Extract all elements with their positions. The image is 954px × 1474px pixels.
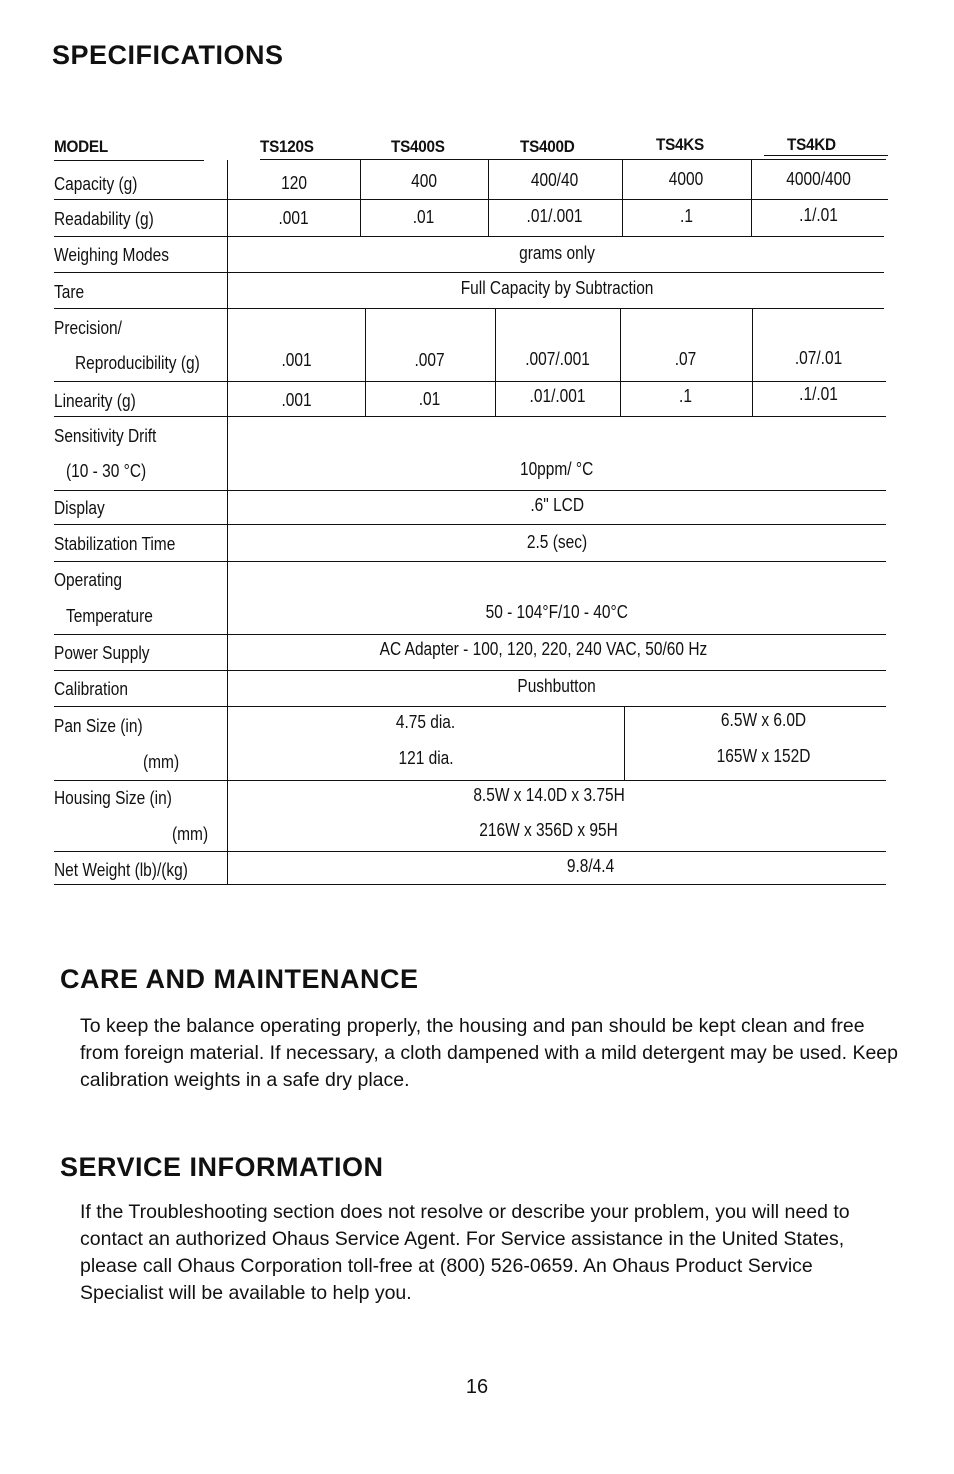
row-divider	[54, 670, 886, 671]
display-value: .6" LCD	[530, 495, 584, 515]
precision-ts400d: .007/.001	[525, 349, 590, 369]
net-weight-value: 9.8/4.4	[567, 856, 615, 876]
sensitivity-drift-value: 10ppm/ °C	[520, 459, 594, 479]
pan-size-small-in: 4.75 dia.	[396, 712, 456, 732]
label-power-supply: Power Supply	[54, 643, 150, 663]
row-divider	[54, 561, 886, 562]
stabilization-time-value: 2.5 (sec)	[526, 532, 588, 552]
column-divider	[624, 706, 625, 780]
readability-ts4ks: .1	[680, 206, 693, 226]
row-divider	[54, 884, 886, 885]
precision-ts400s: .007	[414, 350, 446, 370]
label-tare: Tare	[54, 282, 85, 302]
pan-size-small-mm: 121 dia.	[398, 748, 454, 768]
label-capacity: Capacity (g)	[54, 174, 138, 194]
row-divider	[54, 851, 886, 852]
header-underline	[54, 160, 204, 161]
header-ts4ks: TS4KS	[656, 135, 704, 154]
care-maintenance-text: To keep the balance operating properly, the housing and pan should be kept clean and free from foreign material. If necessary, a cloth dampened with a mild detergent may be used. Keep calibration weights in a safe dry place.	[80, 1015, 898, 1091]
label-precision: Precision/	[54, 318, 122, 338]
specifications-table	[54, 0, 888, 900]
service-information-heading: SERVICE INFORMATION	[60, 1152, 384, 1182]
row-divider	[54, 381, 886, 382]
power-supply-value: AC Adapter - 100, 120, 220, 240 VAC, 50/60 Hz	[379, 639, 707, 659]
row-divider	[54, 272, 884, 273]
specifications-heading: SPECIFICATIONS	[52, 40, 284, 70]
row-divider	[54, 199, 888, 200]
row-divider	[54, 490, 886, 491]
linearity-ts4kd: .1/.01	[799, 384, 839, 404]
care-maintenance-heading: CARE AND MAINTENANCE	[60, 964, 419, 994]
pan-size-large-mm: 165W x 152D	[717, 746, 811, 766]
row-divider	[54, 308, 884, 309]
pan-size-large-in: 6.5W x 6.0D	[721, 710, 807, 730]
label-linearity: Linearity (g)	[54, 391, 136, 411]
precision-ts4kd: .07/.01	[795, 348, 843, 368]
capacity-ts4kd: 4000/400	[786, 169, 851, 189]
label-stabilization-time: Stabilization Time	[54, 534, 176, 554]
readability-ts400d: .01/.001	[527, 206, 583, 226]
label-operating: Operating	[54, 570, 122, 590]
service-information-text: If the Troubleshooting section does not resolve or describe your problem, you will need to contact an authorized Ohaus Service Agent. For Service assistance in the United States, please call Ohaus Corporation toll-free at (800) 526-0659. An Ohaus Product Service Specialist will be available to help you.	[80, 1201, 850, 1304]
label-calibration: Calibration	[54, 679, 129, 699]
tare-value: Full Capacity by Subtraction	[460, 278, 654, 298]
label-sensitivity-range: (10 - 30 °C)	[66, 461, 147, 481]
row-divider	[54, 524, 886, 525]
weighing-modes-value: grams only	[519, 243, 595, 263]
readability-ts4kd: .1/.01	[799, 205, 838, 225]
linearity-ts120s: .001	[281, 390, 312, 410]
precision-ts120s: .001	[281, 350, 312, 370]
readability-ts120s: .001	[278, 208, 310, 228]
row-divider	[54, 706, 886, 707]
header-ts4kd: TS4KD	[787, 135, 836, 154]
readability-ts400s: .01	[413, 207, 435, 227]
label-sensitivity-drift: Sensitivity Drift	[54, 426, 157, 446]
label-housing-size-in: Housing Size (in)	[54, 788, 172, 808]
calibration-value: Pushbutton	[517, 676, 597, 696]
operating-temperature-value: 50 - 104°F/10 - 40°C	[485, 602, 629, 622]
row-divider	[54, 236, 884, 237]
page-number: 16	[465, 1376, 489, 1398]
label-pan-size-mm: (mm)	[143, 752, 180, 772]
housing-size-mm-value: 216W x 356D x 95H	[479, 820, 619, 840]
linearity-ts400s: .01	[419, 389, 441, 409]
label-temperature: Temperature	[66, 606, 153, 626]
label-pan-size-in: Pan Size (in)	[54, 716, 143, 736]
row-divider	[54, 416, 886, 417]
linearity-ts4ks: .1	[679, 386, 693, 406]
row-divider	[54, 780, 886, 781]
housing-size-in-value: 8.5W x 14.0D x 3.75H	[473, 785, 625, 805]
header-ts400d: TS400D	[520, 137, 575, 156]
capacity-ts120s: 120	[281, 173, 307, 193]
capacity-ts400d: 400/40	[531, 170, 579, 190]
header-underline	[764, 155, 888, 156]
row-divider	[54, 634, 886, 635]
header-underline	[260, 159, 886, 160]
header-ts400s: TS400S	[391, 137, 445, 156]
header-ts120s: TS120S	[260, 137, 314, 156]
linearity-ts400d: .01/.001	[529, 386, 586, 406]
label-display: Display	[54, 498, 105, 518]
header-model: MODEL	[54, 137, 108, 156]
label-weighing-modes: Weighing Modes	[54, 245, 170, 265]
label-net-weight: Net Weight (lb)/(kg)	[54, 860, 188, 880]
column-divider	[227, 160, 228, 885]
label-readability: Readability (g)	[54, 209, 154, 229]
label-housing-size-mm: (mm)	[172, 824, 209, 844]
capacity-ts400s: 400	[411, 171, 437, 191]
precision-ts4ks: .07	[675, 349, 697, 369]
label-reproducibility: Reproducibility (g)	[75, 353, 200, 373]
capacity-ts4ks: 4000	[669, 169, 704, 189]
